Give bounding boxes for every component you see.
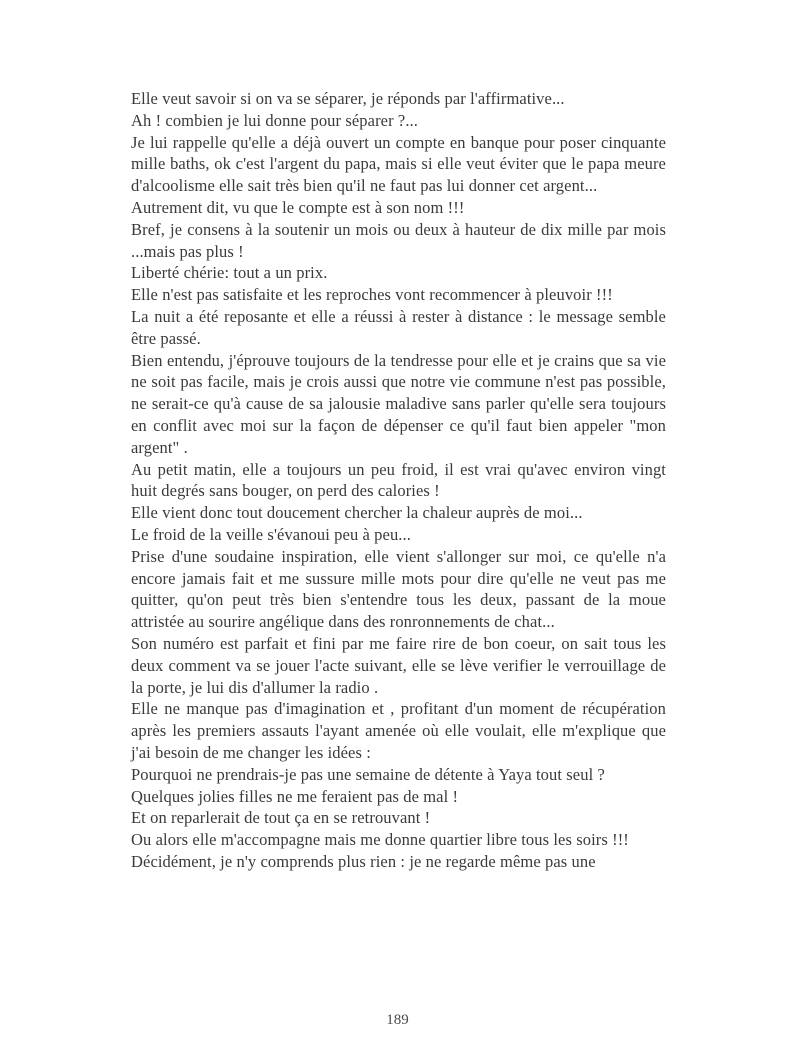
paragraph: Quelques jolies filles ne me feraient pas de mal ! <box>131 786 459 806</box>
paragraph: Le froid de la veille s'évanoui peu à peu... <box>131 524 411 544</box>
paragraph: Pourquoi ne prendrais-je pas une semaine de détente à Yaya tout seul ? <box>131 764 605 784</box>
paragraph: Son numéro est parfait et fini par me faire rire de bon coeur, on sait tous les deux comment va se jouer l'acte suivant, elle se lève verifier le verrouillage de la porte, je lui dis d'allumer la radio . <box>131 633 666 697</box>
paragraph: Elle ne manque pas d'imagination et , profitant d'un moment de récupération après les premiers assauts l'ayant amenée où elle voulait, elle m'explique que j'ai besoin de me changer les idées : <box>131 699 666 762</box>
paragraph: Elle veut savoir si on va se séparer, je réponds par l'affirmative... <box>131 89 565 108</box>
paragraph: Et on reparlerait de tout ça en se retrouvant ! <box>131 808 431 828</box>
paragraph: Ou alors elle m'accompagne mais me donne quartier libre tous les soirs !!! <box>131 830 629 850</box>
page-number: 189 <box>386 1012 409 1028</box>
paragraph: Au petit matin, elle a toujours un peu froid, il est vrai qu'avec environ vingt huit degrés sans bouger, on perd des calories ! <box>131 459 666 501</box>
paragraph: Je lui rappelle qu'elle a déjà ouvert un compte en banque pour poser cinquante mille baths, ok c'est l'argent du papa, mais si elle veut éviter que le papa meure d'alcoolisme elle sait très bien qu'il ne faut pas lui donner cet argent... <box>131 132 666 196</box>
paragraph: Décidément, je n'y comprends plus rien : je ne regarde même pas une <box>131 851 596 871</box>
paragraph: Elle n'est pas satisfaite et les reproches vont recommencer à pleuvoir !!! <box>131 285 613 305</box>
paragraph: Elle vient donc tout doucement chercher la chaleur auprès de moi... <box>131 503 583 523</box>
paragraph: Ah ! combien je lui donne pour séparer ?... <box>131 110 418 130</box>
paragraph: Liberté chérie: tout a un prix. <box>131 263 328 283</box>
text-block <box>131 88 666 873</box>
paragraph: Autrement dit, vu que le compte est à son nom !!! <box>131 197 465 217</box>
paragraph: Prise d'une soudaine inspiration, elle vient s'allonger sur moi, ce qu'elle n'a encore jamais fait et me sussure mille mots pour dire qu'elle ne veut pas me quitter, qu'on peut très bien s'entendre tous les deux, passant de la moue attristée au sourire angélique dans des ronronnements de chat... <box>131 546 666 632</box>
paragraph: Bref, je consens à la soutenir un mois ou deux à hauteur de dix mille par mois ...mais pas plus ! <box>131 219 666 261</box>
paragraph: Bien entendu, j'éprouve toujours de la tendresse pour elle et je crains que sa vie ne soit pas facile, mais je crois aussi que notre vie commune n'est pas possible, ne serait-ce qu'à cause de sa jalousie maladive sans parler qu'elle sera toujours en conflit avec moi sur la façon de dépenser ce qu'il faut bien appeler "mon argent" . <box>131 350 666 457</box>
paragraph: La nuit a été reposante et elle a réussi à rester à distance : le message semble être passé. <box>131 306 666 348</box>
